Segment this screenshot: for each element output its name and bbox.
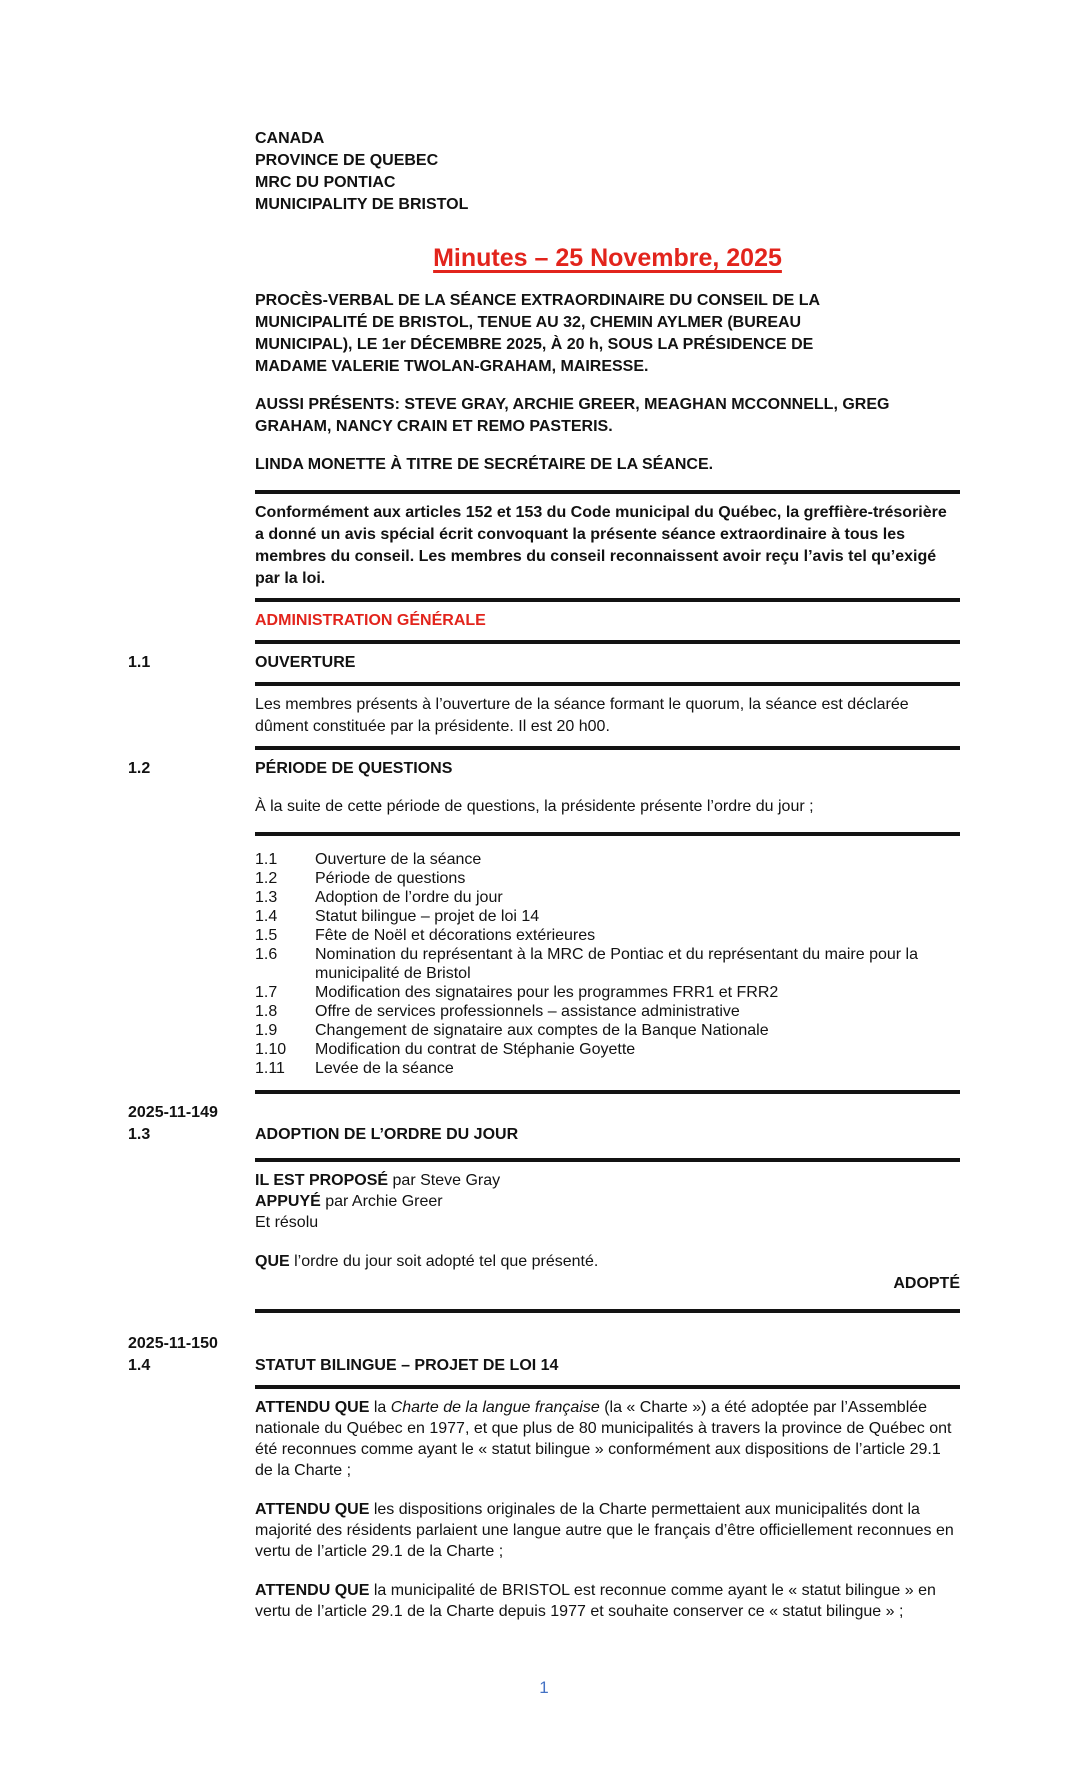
section-1-4-heading-row (128, 1333, 960, 1377)
agenda-item (255, 1002, 960, 1021)
attendu-text: la (369, 1399, 391, 1416)
resolution-number: 2025-11-149 (128, 1104, 218, 1121)
agenda-item-text: Période de questions (315, 870, 466, 887)
agenda-item-number: 1.2 (255, 870, 278, 887)
agenda-item-text: Changement de signataire aux comptes de la Banque Nationale (315, 1022, 769, 1039)
agenda-item-text: Ouverture de la séance (315, 851, 482, 868)
document-header (255, 128, 960, 216)
avis-convocation-paragraph: Conformément aux articles 152 et 153 du Code municipal du Québec, la greffière-trésorière a donné un avis spécial écrit convoquant la présente séance extraordinaire à tous les membres du conseil. Les membres du conseil reconnaissent avoir reçu l’avis tel qu’exigé par la loi. (255, 504, 947, 587)
agenda-item (255, 1059, 960, 1078)
resolution-number-block (128, 1333, 255, 1377)
motion-proposed-by: par Steve Gray (388, 1172, 501, 1189)
section-divider (255, 1158, 960, 1162)
agenda-item-text: Nomination du représentant à la MRC de Pontiac et du représentant du maire pour la municipalité de Bristol (315, 946, 919, 982)
motion-resolved-line: Et résolu (255, 1214, 319, 1231)
secretaire-paragraph: LINDA MONETTE À TITRE DE SECRÉTAIRE DE LA SÉANCE. (255, 456, 714, 473)
resolution-number-block (128, 1102, 255, 1146)
agenda-item-number: 1.5 (255, 927, 278, 944)
agenda-item-text: Levée de la séance (315, 1060, 454, 1077)
agenda-item (255, 1021, 960, 1040)
agenda-item-number: 1.8 (255, 1003, 278, 1020)
adopted-label: ADOPTÉ (893, 1275, 960, 1292)
section-1-1-heading-row (128, 652, 960, 674)
section-divider (255, 1090, 960, 1094)
agenda-item-number: 1.6 (255, 946, 278, 963)
attendu-label: ATTENDU QUE (255, 1501, 370, 1518)
header-line-municipality: MUNICIPALITY DE BRISTOL (255, 196, 469, 213)
periode-body-paragraph: À la suite de cette période de questions, la présidente présente l’ordre du jour ; (255, 798, 814, 815)
section-number: 1.1 (128, 654, 151, 671)
motion-seconded-line (255, 1191, 960, 1212)
resolution-number: 2025-11-150 (128, 1335, 218, 1352)
header-line-mrc: MRC DU PONTIAC (255, 174, 396, 191)
agenda-item-number: 1.1 (255, 851, 278, 868)
agenda-item-text: Offre de services professionnels – assistance administrative (315, 1003, 740, 1020)
section-title: STATUT BILINGUE – PROJET DE LOI 14 (255, 1357, 559, 1374)
attendu-paragraph-3 (255, 1580, 960, 1622)
section-title: ADOPTION DE L’ORDRE DU JOUR (255, 1126, 519, 1143)
motion-que-text: l’ordre du jour soit adopté tel que présenté. (289, 1253, 599, 1270)
aussi-presents-paragraph: AUSSI PRÉSENTS: STEVE GRAY, ARCHIE GREER, MEAGHAN MCCONNELL, GREG GRAHAM, NANCY CRAIN ET REMO PASTERIS. (255, 396, 890, 435)
page-number: 1 (539, 1678, 549, 1697)
minutes-document (128, 128, 960, 1622)
attendu-paragraph-1 (255, 1397, 960, 1481)
section-number: 1.4 (128, 1357, 151, 1374)
agenda-item-text: Adoption de l’ordre du jour (315, 889, 503, 906)
agenda-item-number: 1.3 (255, 889, 278, 906)
motion-seconded-by: par Archie Greer (320, 1193, 443, 1210)
section-divider (255, 1385, 960, 1389)
agenda-item-text: Fête de Noël et décorations extérieures (315, 927, 596, 944)
agenda-item (255, 1040, 960, 1059)
agenda-item (255, 983, 960, 1002)
attendu-text: les dispositions originales de la Charte permettaient aux municipalités dont la majorité des résidents parlaient une langue autre que le français d’être officiellement reconnues en vertu de l’article 29.1 de la Charte ; (255, 1501, 954, 1560)
attendu-text: (la « Charte ») a été adoptée par l’Assemblée nationale du Québec en 1977, et que plus de 80 municipalités à travers la province de Québec ont été reconnues comme ayant le « statut bilingue » conformément aux dispositions de l’article 29.1 de la Charte ; (255, 1399, 952, 1479)
attendu-paragraph-2 (255, 1499, 960, 1562)
section-divider (255, 746, 960, 750)
section-divider (255, 1309, 960, 1313)
agenda-item-text: Modification du contrat de Stéphanie Goyette (315, 1041, 636, 1058)
section-1-3-heading-row (128, 1102, 960, 1146)
section-number: 1.2 (128, 760, 151, 777)
motion-proposed-line (255, 1170, 960, 1191)
agenda-item (255, 888, 960, 907)
section-divider (255, 640, 960, 644)
ouverture-body-paragraph: Les membres présents à l’ouverture de la séance formant le quorum, la séance est déclarée dûment constituée par la présidente. Il est 20 h00. (255, 696, 909, 735)
agenda-item (255, 850, 960, 869)
agenda-item-number: 1.10 (255, 1041, 287, 1058)
header-line-canada: CANADA (255, 130, 325, 147)
agenda-item-number: 1.9 (255, 1022, 278, 1039)
motion-seconded-label: APPUYÉ (255, 1193, 321, 1210)
agenda-item (255, 945, 960, 983)
agenda-item (255, 869, 960, 888)
attendu-label: ATTENDU QUE (255, 1399, 370, 1416)
agenda-item (255, 926, 960, 945)
document-title: Minutes – 25 Novembre, 2025 (433, 244, 782, 272)
section-divider (255, 832, 960, 836)
agenda-item-number: 1.11 (255, 1060, 285, 1077)
section-1-2-heading-row (128, 758, 960, 780)
charte-title-italic: Charte de la langue française (390, 1399, 600, 1416)
administration-generale-heading: ADMINISTRATION GÉNÉRALE (255, 612, 486, 629)
section-title: PÉRIODE DE QUESTIONS (255, 760, 453, 777)
agenda-item (255, 907, 960, 926)
motion-que-label: QUE (255, 1253, 290, 1270)
motion-proposed-label: IL EST PROPOSÉ (255, 1172, 389, 1189)
agenda-item-text: Statut bilingue – projet de loi 14 (315, 908, 540, 925)
agenda-item-number: 1.4 (255, 908, 278, 925)
attendu-text: la municipalité de BRISTOL est reconnue comme ayant le « statut bilingue » en vertu de l’article 29.1 de la Charte depuis 1977 et souhaite conserver ce « statut bilingue » ; (255, 1582, 936, 1620)
section-number: 1.3 (128, 1126, 151, 1143)
section-divider (255, 682, 960, 686)
header-line-province: PROVINCE DE QUEBEC (255, 152, 439, 169)
attendu-label: ATTENDU QUE (255, 1582, 370, 1599)
motion-que-line (255, 1251, 960, 1273)
agenda-item-number: 1.7 (255, 984, 278, 1001)
motion-block (255, 1170, 960, 1233)
section-divider (255, 490, 960, 494)
section-divider (255, 598, 960, 602)
agenda-item-text: Modification des signataires pour les programmes FRR1 et FRR2 (315, 984, 779, 1001)
proces-verbal-paragraph: PROCÈS-VERBAL DE LA SÉANCE EXTRAORDINAIRE DU CONSEIL DE LA MUNICIPALITÉ DE BRISTOL, TENUE AU 32, CHEMIN AYLMER (BUREAU MUNICIPAL), LE 1er DÉCEMBRE 2025, À 20 h, SOUS LA PRÉSIDENCE DE MADAME VALERIE TWOLAN-GRAHAM, MAIRESSE. (255, 292, 820, 375)
section-title: OUVERTURE (255, 654, 356, 671)
agenda-list (255, 850, 960, 1078)
